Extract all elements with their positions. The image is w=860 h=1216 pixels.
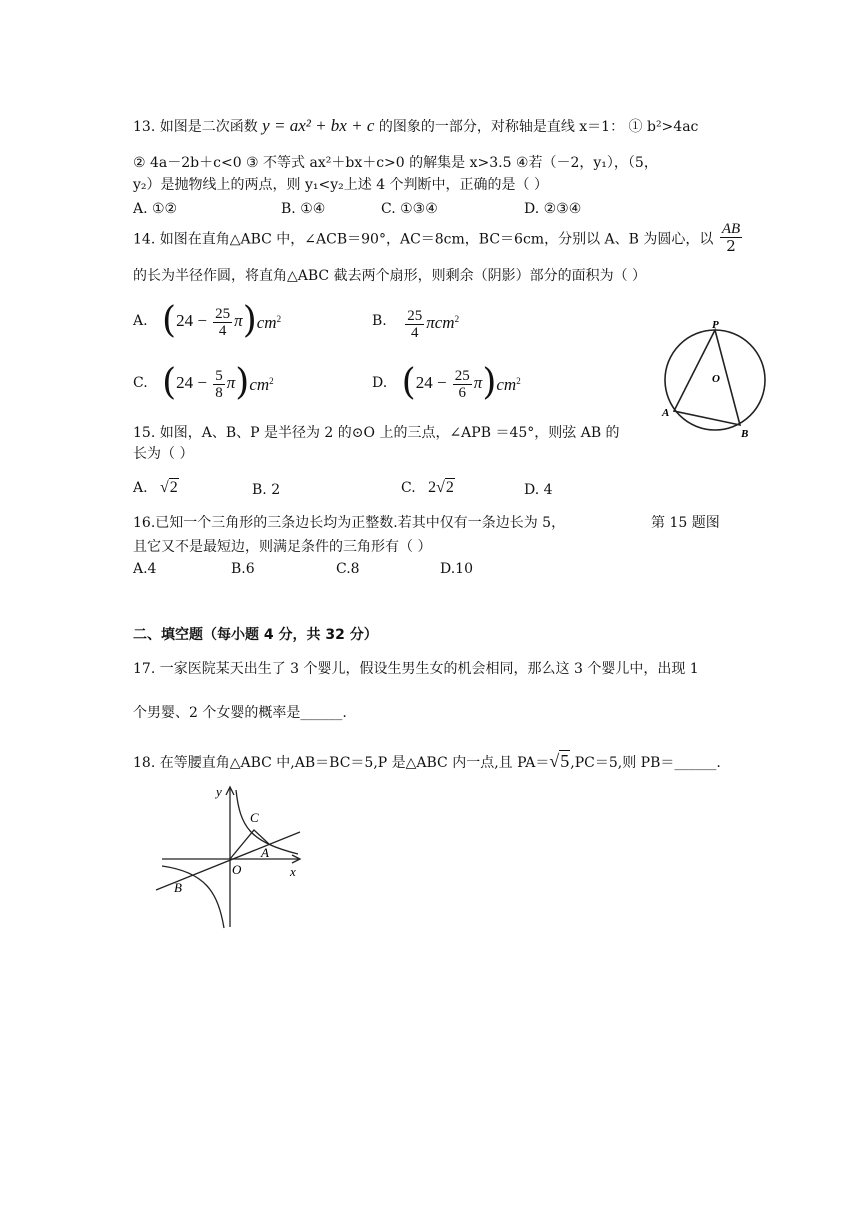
- q14-line1: [133, 223, 744, 256]
- q14-option-b-num: 25: [407, 307, 423, 324]
- q15-option-a-label: A.: [133, 480, 148, 496]
- q13-line2: ② 4a－2b＋c<0 ③ 不等式 ax²＋bx＋c>0 的解集是 x>3.5 ④若（－2，y₁），（5，: [133, 155, 658, 171]
- unit-text: cm: [249, 375, 270, 394]
- unit-text: cm: [496, 375, 517, 394]
- q15-option-c: [401, 478, 455, 498]
- label-b: B: [174, 880, 182, 895]
- label-y: y: [216, 784, 222, 799]
- q14-option-b-expr: $\frac{25}{4}$ πcm$^2$: [407, 307, 460, 341]
- q14-option-d-const: 24: [415, 373, 433, 392]
- q14-frac-num: AB: [721, 221, 741, 237]
- q13-function: y = ax² + bx + c: [262, 116, 375, 135]
- radicand: 5: [560, 751, 570, 771]
- radicand: 2: [445, 479, 454, 496]
- label-b: B: [741, 428, 749, 440]
- label-a: A: [662, 407, 670, 419]
- label-a: A: [261, 845, 269, 860]
- q14-option-a-den: 4: [218, 322, 227, 339]
- paren-left-icon: (: [401, 362, 416, 403]
- q17-line2: 个男婴、2 个女婴的概率是______.: [133, 705, 347, 721]
- q15-line2: 长为（ ）: [133, 446, 194, 462]
- q14-option-d-label: D.: [372, 375, 388, 391]
- q16-option-c: C.8: [336, 561, 360, 577]
- q13-option-b: B. ①④: [281, 201, 326, 217]
- q16-line1: 16.已知一个三角形的三条边长均为正整数.若其中仅有一条边长为 5，: [133, 515, 566, 531]
- q13-option-c: C. ①③④: [381, 201, 438, 217]
- q14-ab-over-2: [720, 221, 742, 254]
- pi-symbol: π: [234, 311, 243, 330]
- label-c: C: [250, 810, 259, 825]
- q14-option-d-unit: $cm^2$: [496, 375, 521, 394]
- q15-line1: 15. 如图，A、B、P 是半径为 2 的⊙O 上的三点，∠APB ＝45°，则弦 AB 的: [133, 425, 620, 441]
- q14-option-a: [133, 297, 281, 345]
- q15-option-b: B. 2: [252, 482, 281, 498]
- q14-option-a-unit: $cm^2$: [256, 313, 282, 332]
- label-p: P: [712, 319, 719, 331]
- paren-right-icon: ): [482, 362, 497, 403]
- q14-option-c-expr: 24 − $\frac{5}{8}$ π: [176, 367, 236, 401]
- q14-option-c: [133, 359, 274, 407]
- section-heading: 二、填空题（每小题 4 分，共 32 分）: [133, 627, 378, 643]
- radicand: 2: [169, 479, 178, 496]
- q15-option-a-sqrt: √2: [160, 479, 178, 496]
- q14-option-d-frac: [453, 368, 472, 401]
- q14-option-a-const: 24: [176, 311, 194, 330]
- q13-prefix: 13. 如图是二次函数: [133, 119, 258, 135]
- q15-option-c-label: C.: [401, 480, 416, 496]
- q14-option-d-expr: 24 − $\frac{25}{6}$ π: [415, 367, 483, 401]
- q14-frac-den: 2: [726, 237, 736, 255]
- q18-sqrt: √5: [549, 751, 570, 771]
- coefficient: 2: [428, 479, 437, 496]
- paren-left-icon: (: [162, 362, 177, 403]
- q14-option-a-frac: [213, 306, 232, 339]
- paren-left-icon: (: [162, 300, 177, 341]
- q13-option-d: D. ②③④: [524, 201, 582, 217]
- q14-stem: 14. 如图在直角△ABC 中，∠ACB＝90°，AC＝8cm，BC＝6cm，分别以 A、B 为圆心，以: [133, 231, 714, 248]
- label-o: O: [712, 373, 720, 385]
- q16-option-a: A.4: [133, 561, 157, 577]
- q14-option-a-expr: 24 − $\frac{25}{4}$ π: [176, 305, 243, 339]
- q13-suffix: 的图象的一部分，对称轴是直线 x＝1： ① b²>4ac: [378, 119, 699, 135]
- q14-option-b-frac: [405, 308, 424, 341]
- q18-suffix: ,PC＝5,则 PB＝______.: [570, 755, 721, 771]
- triangle-pab: [674, 330, 740, 425]
- q15-option-d: D. 4: [524, 482, 553, 498]
- pi-symbol: π: [226, 373, 236, 392]
- unit-text: cm: [434, 313, 455, 332]
- unit-text: cm: [256, 313, 277, 332]
- q14-option-a-label: A.: [133, 313, 148, 329]
- paren-right-icon: ): [242, 300, 257, 341]
- q14-option-b-den: 4: [410, 324, 419, 341]
- q16-line2: 且它又不是最短边，则满足条件的三角形有（ ）: [133, 539, 432, 555]
- q15-circle-figure: [658, 318, 773, 446]
- q14-option-b: [372, 297, 459, 345]
- q17-line1: 17. 一家医院某天出生了 3 个婴儿，假设生男生女的机会相同，那么这 3 个婴儿中，出现 1: [133, 661, 699, 677]
- q14-option-d-den: 6: [458, 384, 467, 401]
- q13-option-a: A. ①②: [133, 201, 178, 217]
- q13-line1: [133, 116, 698, 137]
- q14-option-c-label: C.: [133, 375, 148, 391]
- q14-option-c-frac: [213, 368, 225, 401]
- q18-line: [133, 751, 721, 773]
- q18-hyperbola-figure: [150, 782, 310, 932]
- q14-option-c-den: 8: [215, 384, 223, 401]
- pi-symbol: π: [473, 373, 483, 392]
- q14-option-c-unit: $cm^2$: [249, 375, 274, 394]
- q14-option-a-num: 25: [215, 305, 231, 322]
- label-x: x: [290, 864, 296, 879]
- q14-option-d-num: 25: [454, 367, 470, 384]
- q14-line2: 的长为半径作圆，将直角△ABC 截去两个扇形，则剩余（阴影）部分的面积为（ ）: [133, 268, 647, 284]
- q15-option-a: [133, 478, 179, 498]
- label-o: O: [232, 862, 242, 877]
- paren-right-icon: ): [235, 362, 250, 403]
- q15-option-c-sqrt: 2√2: [428, 479, 454, 496]
- q15-figure-caption: 第 15 题图: [651, 515, 720, 531]
- q14-option-b-label: B.: [372, 313, 387, 329]
- q14-option-c-num: 5: [215, 367, 223, 384]
- q18-prefix: 18. 在等腰直角△ABC 中,AB＝BC＝5,P 是△ABC 内一点,且 PA＝: [133, 755, 550, 771]
- q16-option-d: D.10: [440, 561, 473, 577]
- q14-option-c-const: 24: [176, 373, 194, 392]
- q13-line3: y₂）是抛物线上的两点，则 y₁<y₂上述 4 个判断中，正确的是（ ）: [133, 177, 549, 193]
- pi-symbol: π: [426, 313, 435, 332]
- q16-option-b: B.6: [231, 561, 255, 577]
- q14-option-d: [372, 359, 521, 407]
